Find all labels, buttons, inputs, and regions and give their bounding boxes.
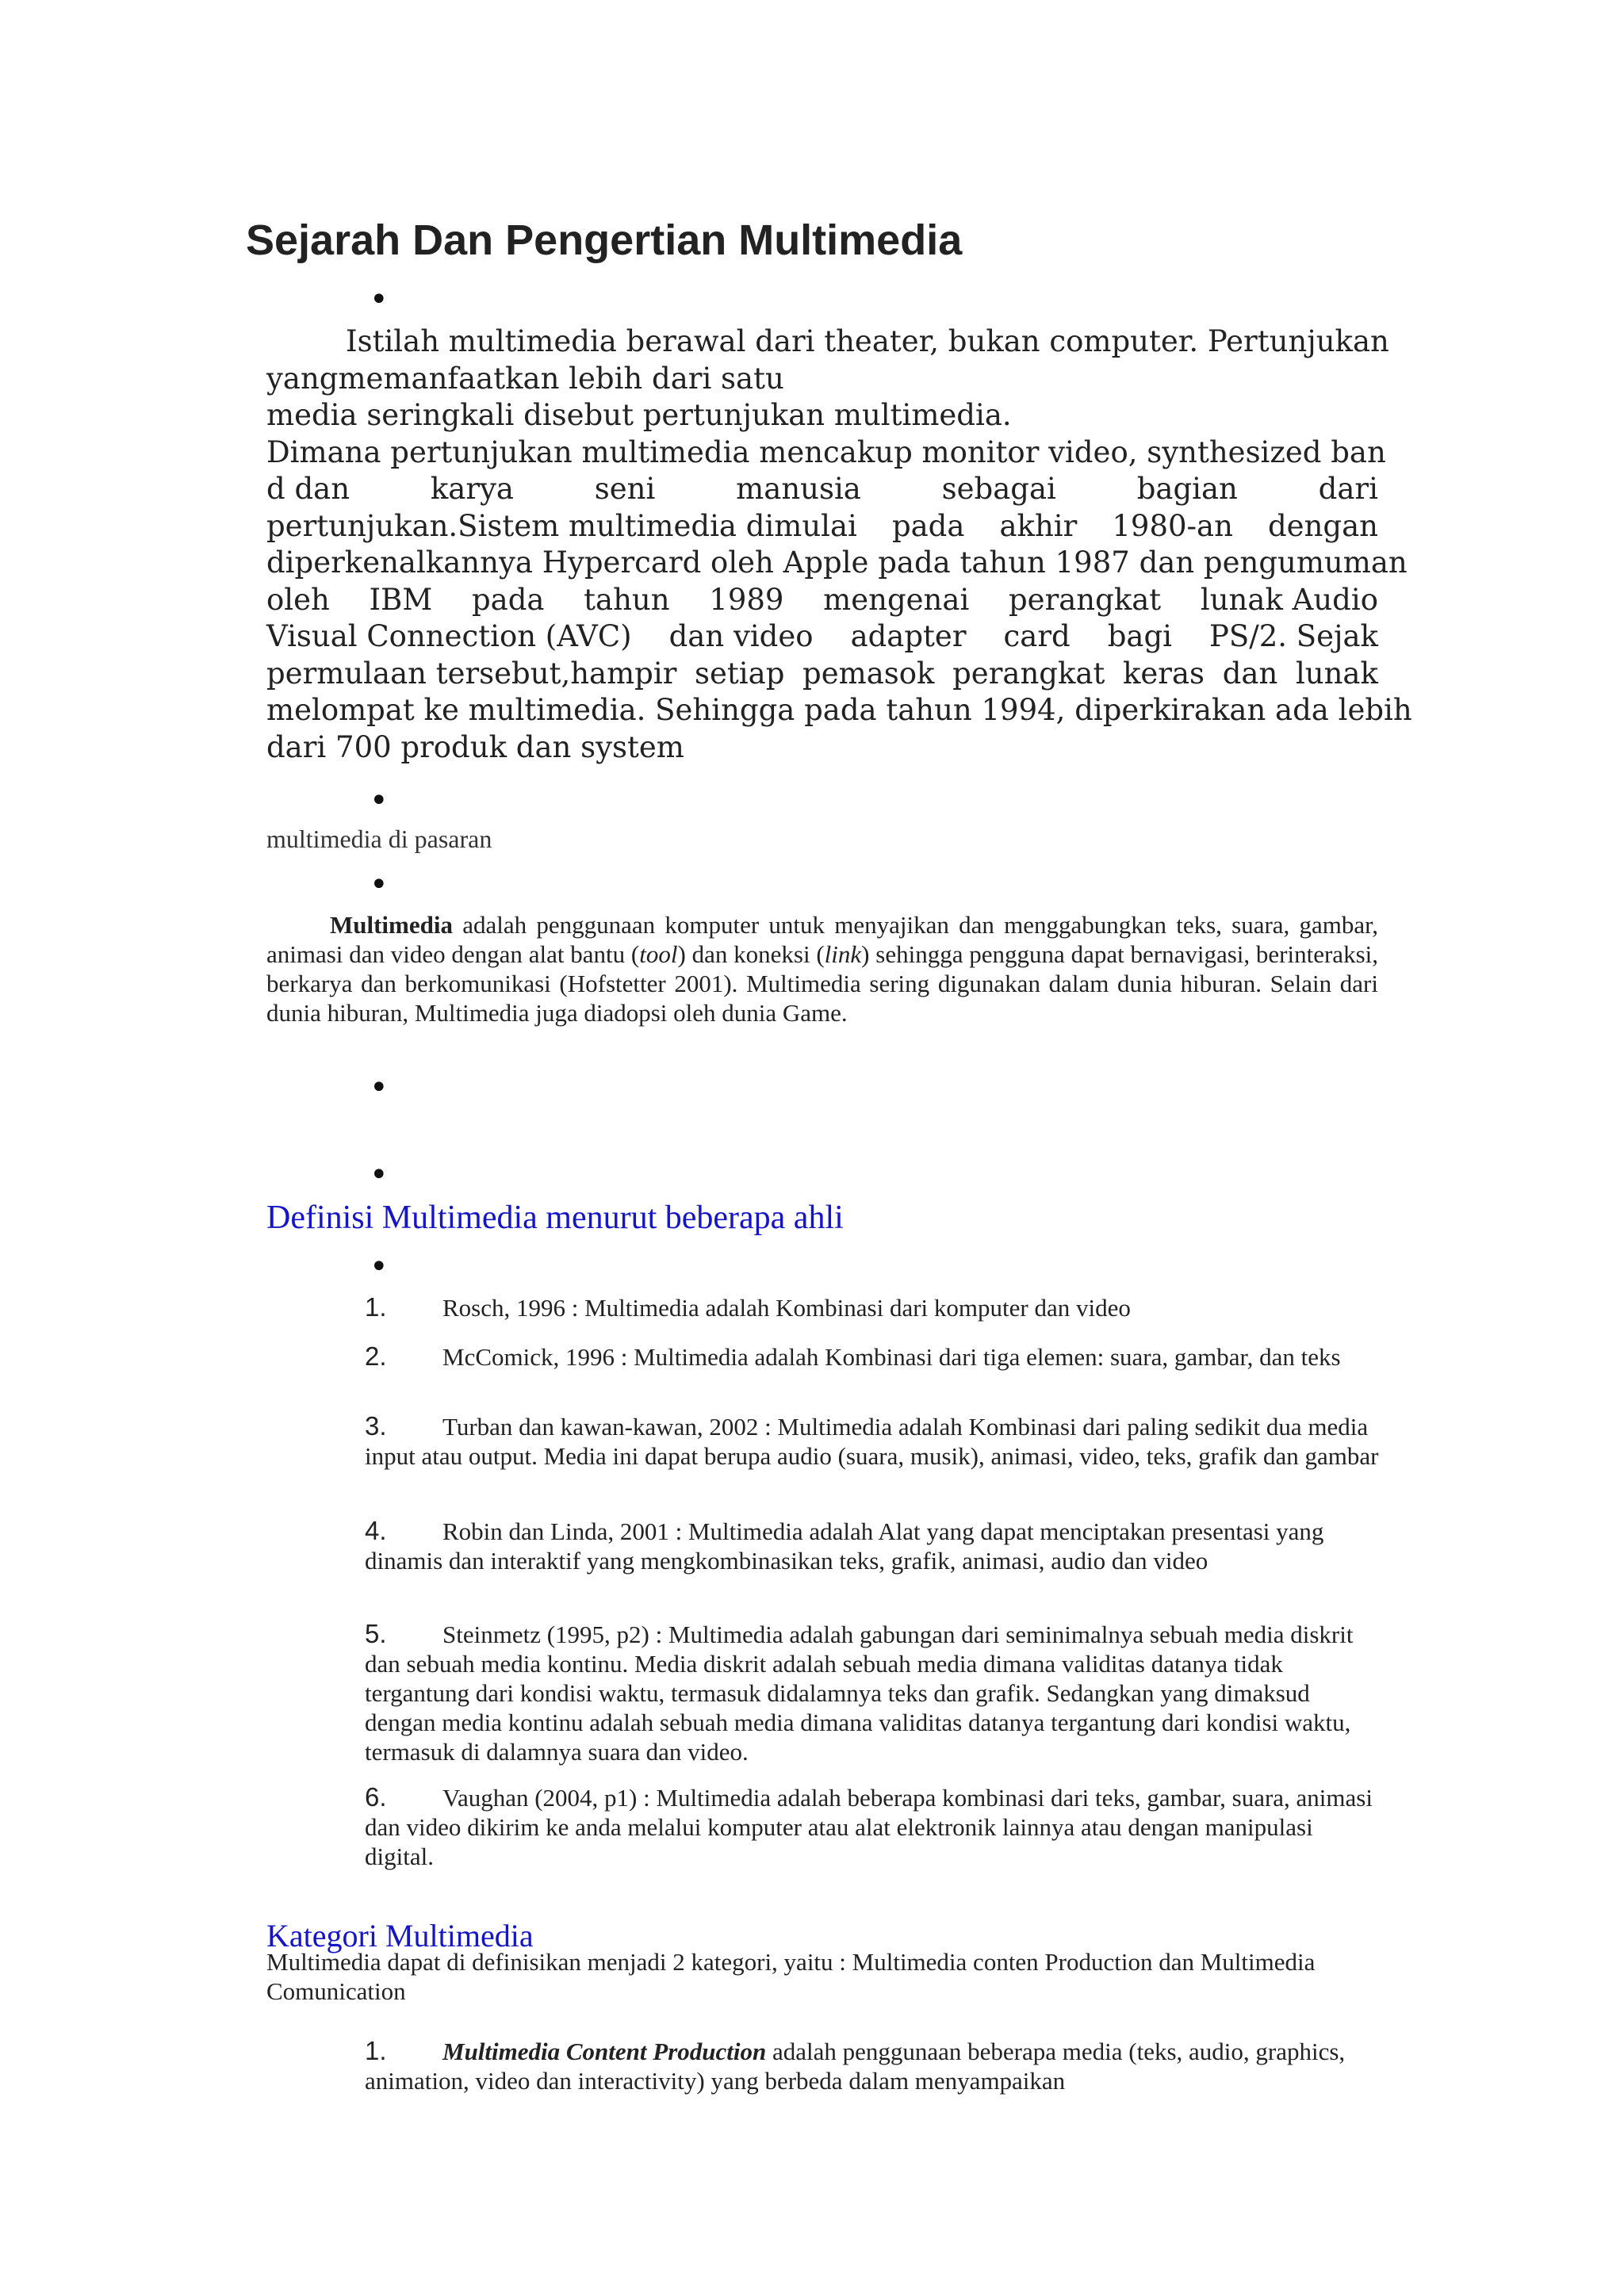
bullet: • — [370, 281, 389, 318]
list-item — [365, 1782, 1380, 1871]
list-item — [365, 1292, 1380, 1322]
text-span: adalah penggunaan komputer untuk menyajikan dan menggabungkan teks, suara, gambar, animasi dan video dengan alat bantu ( — [266, 911, 1378, 968]
list-item — [365, 2036, 1380, 2095]
text-span: ) sehingga pengguna dapat bernavigasi, berinteraksi, berkarya dan berkomunikasi (Hofstetter 2001). Multimedia sering digunakan dalam dunia hiburan. Selain dari dunia hiburan, Multimedia juga diadopsi oleh dunia Game. — [266, 940, 1378, 1027]
bullet: • — [370, 1157, 389, 1193]
paragraph-kategori: Multimedia dapat di definisikan menjadi 2 kategori, yaitu : Multimedia conten Production dan Multimedia Comunication — [266, 1948, 1316, 2005]
list-text: Turban dan kawan-kawan, 2002 : Multimedia adalah Kombinasi dari paling sedikit dua media input atau output. Media ini dapat berupa audio (suara, musik), animasi, video, teks, grafik dan gambar — [365, 1413, 1379, 1470]
list-number: 2. — [365, 1341, 387, 1371]
list-number: 1. — [365, 2036, 387, 2065]
list-number: 1. — [365, 1292, 387, 1322]
list-item — [365, 1411, 1380, 1471]
section-heading-kategori: Kategori Multimedia — [266, 1918, 534, 1954]
text-line-justified: Visual Connection (AVC) dan video adapter card bagi PS/2. Sejak — [266, 619, 1378, 653]
paragraph-definition — [266, 910, 1378, 1027]
text-line-justified: d dan karya seni manusia sebagai bagian dari — [266, 472, 1378, 506]
bullet: • — [370, 867, 389, 903]
bullet: • — [370, 783, 389, 819]
page-title: Sejarah Dan Pengertian Multimedia — [246, 216, 963, 264]
paragraph-history — [266, 323, 1412, 766]
text-line: yangmemanfaatkan lebih dari satu — [266, 361, 784, 396]
list-item — [365, 1619, 1380, 1766]
list-number: 4. — [365, 1516, 387, 1545]
italic-term: link — [824, 940, 862, 968]
section-heading-definisi: Definisi Multimedia menurut beberapa ahli — [266, 1200, 844, 1236]
list-text: Steinmetz (1995, p2) : Multimedia adalah gabungan dari seminimalnya sebuah media diskrit dan sebuah media kontinu. Media diskrit adalah sebuah media dimana validitas datanya tidak tergantung dari kondisi waktu, termasuk didalamnya teks dan grafik. Sedangkan yang dimaksud dengan media kontinu adalah sebuah media dimana validitas datanya tergantung dari kondisi waktu, termasuk di dalamnya suara dan video. — [365, 1621, 1354, 1766]
kategori-list — [365, 2036, 1380, 2095]
italic-term: tool — [639, 940, 678, 968]
list-number: 6. — [365, 1782, 387, 1812]
list-item — [365, 1516, 1380, 1575]
text-line: multimedia di pasaran — [266, 825, 492, 853]
text-line: dari 700 produk dan system — [266, 729, 684, 764]
text-line: media seringkali disebut pertunjukan multimedia. — [266, 398, 1012, 432]
list-item — [365, 1341, 1380, 1372]
list-text: Robin dan Linda, 2001 : Multimedia adalah Alat yang dapat menciptakan presentasi yang dinamis dan interaktif yang mengkombinasikan teks, grafik, animasi, audio dan video — [365, 1517, 1324, 1575]
bold-term: Multimedia Content Production — [442, 2038, 767, 2065]
text-line-justified: oleh IBM pada tahun 1989 mengenai perangkat lunak Audio — [266, 582, 1378, 617]
text-line: Dimana pertunjukan multimedia mencakup monitor video, synthesized ban — [266, 434, 1386, 469]
text-line: diperkenalkannya Hypercard oleh Apple pada tahun 1987 dan pengumuman — [266, 545, 1408, 580]
bullet: • — [370, 1070, 389, 1106]
text-line-justified: pertunjukan.Sistem multimedia dimulai pada akhir 1980-an dengan — [266, 508, 1378, 543]
text-line: melompat ke multimedia. Sehingga pada tahun 1994, diperkirakan ada lebih — [266, 693, 1412, 727]
list-text: McComick, 1996 : Multimedia adalah Kombinasi dari tiga elemen: suara, gambar, dan teks — [442, 1343, 1341, 1371]
bold-term: Multimedia — [330, 911, 453, 939]
list-text: Rosch, 1996 : Multimedia adalah Kombinasi dari komputer dan video — [442, 1294, 1131, 1322]
list-number: 3. — [365, 1411, 387, 1441]
bullet: • — [370, 1249, 389, 1285]
text-span: ) dan koneksi ( — [677, 940, 825, 968]
list-text: adalah penggunaan beberapa media (teks, audio, graphics, animation, video dan interactivity) yang berbeda dalam menyampaikan — [365, 2038, 1346, 2095]
text-line: Istilah multimedia berawal dari theater, bukan computer. Pertunjukan — [346, 324, 1389, 358]
list-text: Vaughan (2004, p1) : Multimedia adalah beberapa kombinasi dari teks, gambar, suara, animasi dan video dikirim ke anda melalui komputer atau alat elektronik lainnya atau dengan manipulasi digital. — [365, 1784, 1373, 1870]
text-line-justified: permulaan tersebut,hampir setiap pemasok perangkat keras dan lunak — [266, 656, 1378, 691]
list-number: 5. — [365, 1619, 387, 1648]
